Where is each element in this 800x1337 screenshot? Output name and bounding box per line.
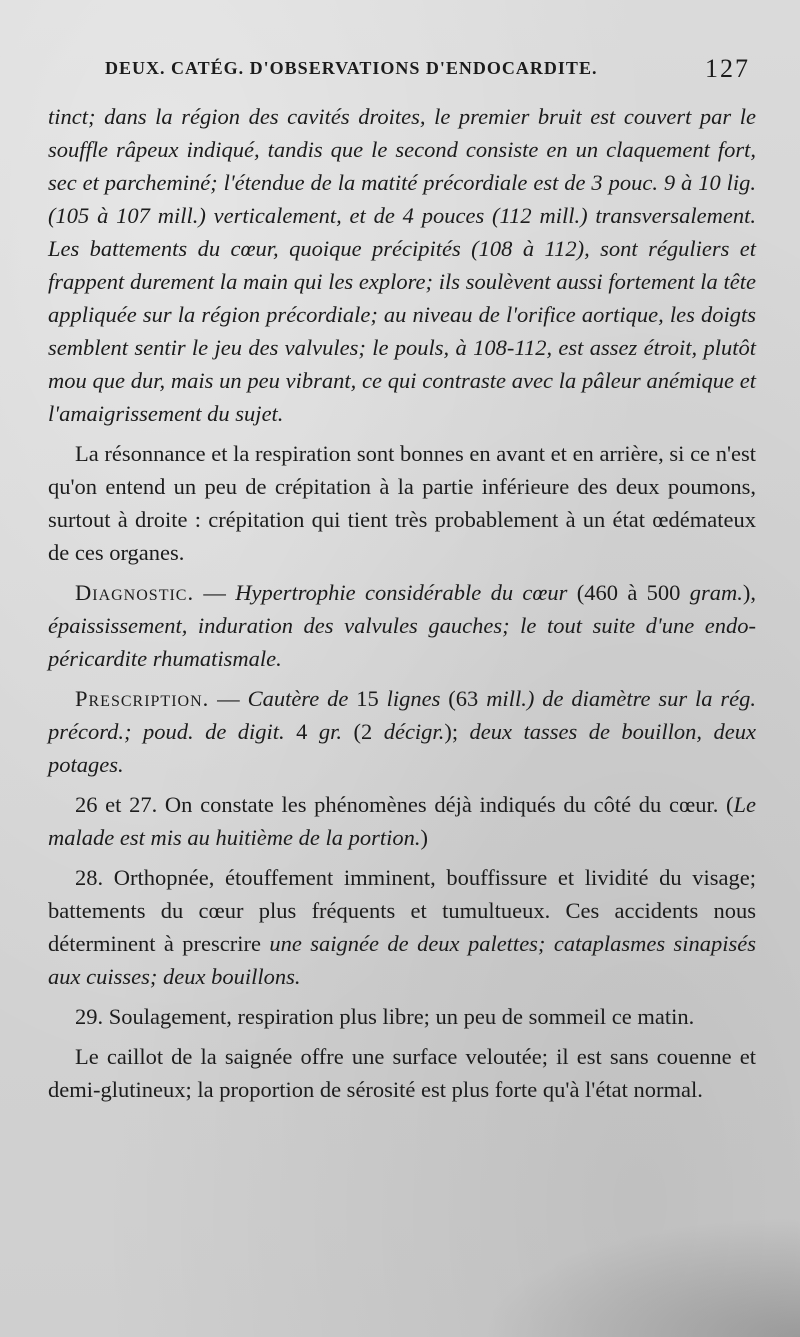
text-span: mill.) de diamètre sur la rég. précord.; poud. de digit. — [48, 686, 757, 744]
text-span: (460 à 500 — [567, 580, 690, 605]
text-span: 15 — [348, 686, 387, 711]
paragraph-gap — [48, 1033, 756, 1040]
text-span: 28. Orthopnée, étouffement imminent, bouffissure et lividité du visage; battements du cœur plus fréquents et tumultueux. Ces accidents nous déterminent à prescrire — [48, 865, 756, 956]
text-span: gr. — [318, 719, 343, 744]
paragraph-p5 — [48, 788, 756, 854]
text-span: (2 — [342, 719, 384, 744]
paragraph-gap — [48, 993, 756, 1000]
text-span: tinct; dans la région des cavités droites, le premier bruit est couvert par le souffle râpeux indiqué, tandis que le second consiste en un claquement fort, sec et parcheminé; l'étendue de la matité précordiale est de 3 pouc. 9 à 10 lig. (105 à 107 mill.) verticalement, et de 4 pouces (112 mill.) transversalement. Les battements du cœur, quoique précipités (108 à 112), sont réguliers et frappent durement la main qui les explore; ils soulèvent aussi fortement la tête appliquée sur la région précordiale; au niveau de l'orifice aortique, les doigts semblent sentir le jeu des valvules; le pouls, à 108-112, est assez étroit, plutôt mou que dur, mais un peu vibrant, ce qui contraste avec la pâleur anémique et l'amaigrissement du sujet. — [48, 104, 756, 426]
paragraph-p1 — [48, 100, 756, 430]
text-span: Hypertrophie considérable du cœur — [235, 580, 568, 605]
text-span: — — [209, 686, 248, 711]
page-curl-shadow — [480, 1217, 800, 1337]
paragraph-gap — [48, 675, 756, 682]
text-span: 4 — [284, 719, 319, 744]
paragraph-p4 — [48, 682, 756, 781]
paragraph-gap — [48, 569, 756, 576]
text-span: ), — [742, 580, 756, 605]
page-number: 127 — [705, 54, 750, 83]
paragraph-gap — [48, 430, 756, 437]
section-label: Diagnostic. — [75, 580, 195, 605]
body-text — [48, 100, 756, 1106]
text-span: Le caillot de la saignée offre une surface veloutée; il est sans couenne et demi-glutineux; la proportion de sérosité est plus forte qu'à l'état normal. — [48, 1044, 756, 1102]
text-span: (63 — [440, 686, 487, 711]
paragraph-gap — [48, 781, 756, 788]
text-span: La résonnance et la respiration sont bonnes en avant et en arrière, si ce n'est qu'on entend un peu de crépitation à la partie inférieure des deux poumons, surtout à droite : crépitation qui tient très probablement à un état œdémateux de ces organes. — [48, 441, 756, 565]
paragraph-p7 — [48, 1000, 756, 1033]
text-span: Cautère de — [247, 686, 349, 711]
paragraph-p8 — [48, 1040, 756, 1106]
paragraph-p6 — [48, 861, 756, 993]
text-span: épaississement, induration des valvules gauches; le tout suite d'une endo-péricardite rhumatismale. — [48, 613, 756, 671]
text-span: gram. — [689, 580, 743, 605]
section-label: Prescription. — [75, 686, 210, 711]
paragraph-gap — [48, 854, 756, 861]
text-span: — — [194, 580, 236, 605]
text-span: décigr. — [383, 719, 445, 744]
paragraph-p3 — [48, 576, 756, 675]
text-span: ) — [420, 825, 428, 850]
running-head: DEUX. CATÉG. D'OBSERVATIONS D'ENDOCARDITE. — [105, 58, 598, 78]
text-span: une saignée de deux palettes; cataplasmes sinapisés aux cuisses; deux bouillons. — [48, 931, 756, 989]
text-span: deux tasses de bouillon, deux potages. — [48, 719, 756, 777]
text-span: 26 et 27. On constate les phénomènes déjà indiqués du côté du cœur. ( — [75, 792, 734, 817]
text-span: ); — [444, 719, 470, 744]
text-span: Le malade est mis au huitième de la portion. — [48, 792, 756, 850]
text-span: lignes — [386, 686, 441, 711]
text-span: 29. Soulagement, respiration plus libre; un peu de sommeil ce matin. — [75, 1004, 695, 1029]
paragraph-p2 — [48, 437, 756, 569]
